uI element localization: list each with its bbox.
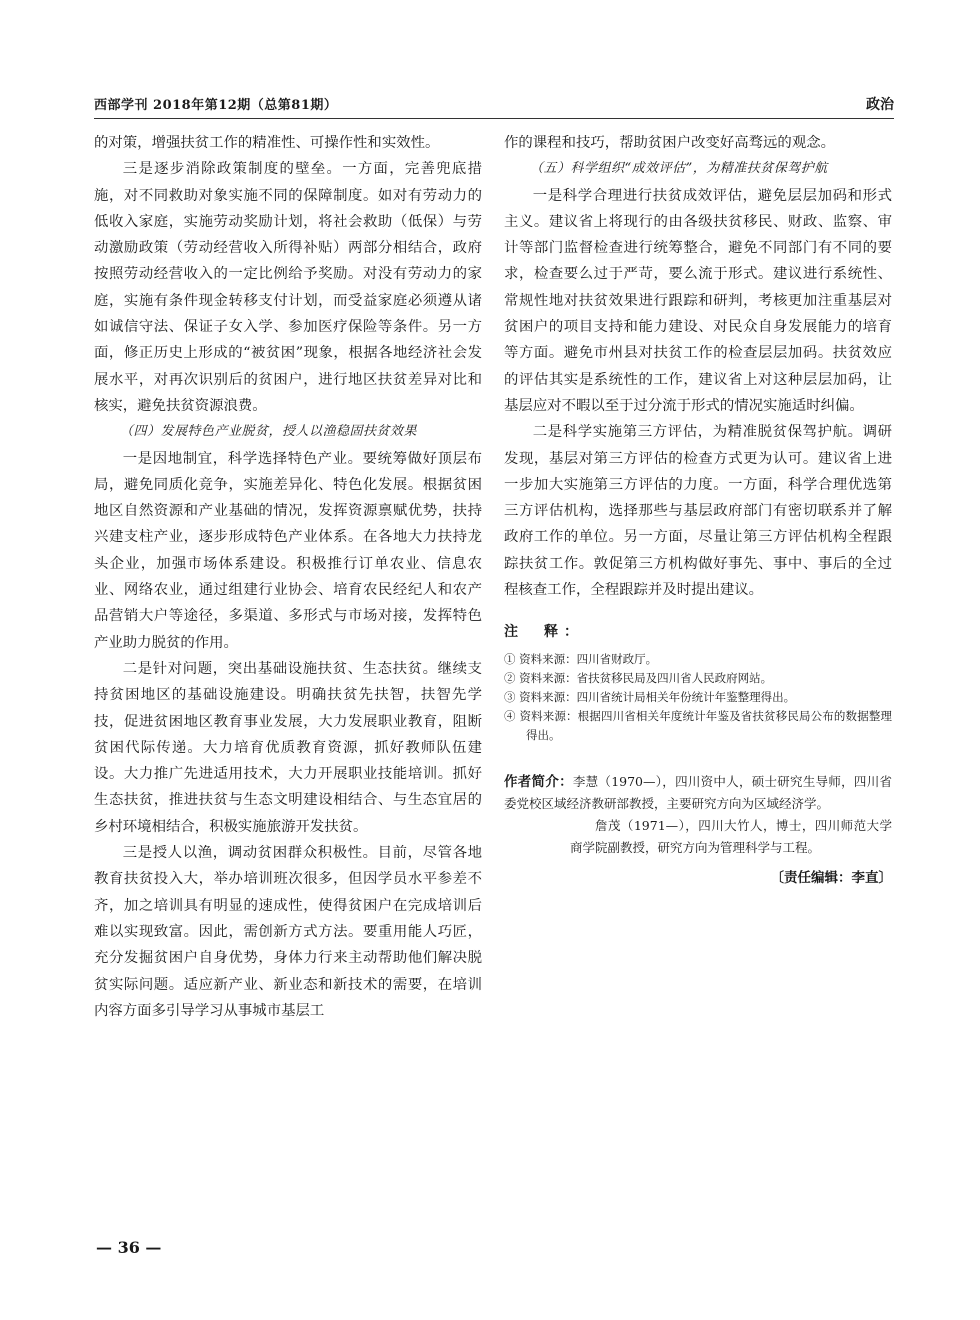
notes-title: 注 释： bbox=[504, 624, 584, 641]
note-item: ① 资料来源：四川省财政厅。 bbox=[504, 651, 658, 666]
left-paragraph: 的对策，增强扶贫工作的精准性、可操作性和实效性。 bbox=[94, 135, 440, 151]
left-paragraph: 二是针对问题，突出基础设施扶贫、生态扶贫。继续支持贫困地区的基础设施建设。明确扶贫先扶智，扶智先学技，促进贫困地区教育事业发展，大力发展职业教育，阻断贫困代际传递。大力培育优质教育资源，抓好教师队伍建设。大力推广先进适用技术，大力开展职业技能培训。抓好生态扶贫，推进扶贫与生态文明建设相结合、与生态宜居的乡村环境相结合，积极实施旅游开发扶贫。 bbox=[94, 660, 482, 835]
note-item: ④ 资料来源：根据四川省相关年度统计年鉴及省扶贫移民局公布的数据整理得出。 bbox=[504, 708, 892, 742]
right-subheading: （五）科学组织“成效评估”，为精准扶贫保驾护航 bbox=[530, 161, 828, 177]
right-paragraph: 一是科学合理进行扶贫成效评估，避免层层加码和形式主义。建议省上将现行的由各级扶贫移民、财政、监察、审计等部门监督检查进行统筹整合，避免不同部门有不同的要求，检查要么过于严苛，要么流于形式。建议进行系统性、常规性地对扶贫效果进行跟踪和研判，考核更加注重基层对贫困户的项目支持和能力建设、对民众自身发展能力的培育等方面。避免市州县对扶贫工作的检查层层加码。扶贫效应的评估其实是系统性的工作，建议省上对这种层层加码，让基层应对不暇以至于过分流于形式的情况实施适时纠偏。 bbox=[504, 187, 892, 414]
left-paragraph: 三是授人以渔，调动贫困群众积极性。目前，尽管各地教育扶贫投入大，举办培训班次很多，但因学员水平参差不齐，加之培训具有明显的速成性，使得贫困户在完成培训后难以实现致富。因此，需创新方式方法。要重用能人巧匠，充分发掘贫困户自身优势，身体力行来主动帮助他们解决脱贫实际问题。适应新产业、新业态和新技术的需要，在培训内容方面多引导学习从事城市基层工 bbox=[94, 845, 482, 1019]
section-label: 政治 bbox=[866, 97, 894, 113]
note-item: ② 资料来源：省扶贫移民局及四川省人民政府网站。 bbox=[504, 670, 773, 685]
left-subheading: （四）发展特色产业脱贫，授人以渔稳固扶贫效果 bbox=[120, 424, 418, 440]
author-label: 作者简介： bbox=[504, 773, 573, 790]
left-column bbox=[94, 130, 482, 1024]
responsible-editor: 〔责任编辑：李直〕 bbox=[770, 869, 892, 886]
note-item: ③ 资料来源：四川省统计局相关年份统计年鉴整理得出。 bbox=[504, 689, 796, 704]
left-paragraph: 一是因地制宜，科学选择特色产业。要统筹做好顶层布局，避免同质化竞争，实施差异化、特色化发展。根据贫困地区自然资源和产业基础的情况，发挥资源禀赋优势，扶持兴建支柱产业，逐步形成特色产业体系。在各地大力扶持龙头企业，加强市场体系建设。积极推行订单农业、信息农业、网络农业，通过组建行业协会、培育农民经纪人和农产品营销大户等途径，多渠道、多形式与市场对接，发挥特色产业助力脱贫的作用。 bbox=[94, 450, 482, 651]
author-first: 李慧（1970—），四川资中人，硕士研究生导师，四川省委党校区域经济教研部教授，主要研究方向为区域经济学。 bbox=[504, 773, 892, 811]
left-paragraph: 三是逐步消除政策制度的壁垒。一方面，完善兜底措施，对不同救助对象实施不同的保障制度。如对有劳动力的低收入家庭，实施劳动奖励计划，将社会救助（低保）与劳动激励政策（劳动经营收入所得补贴）两部分相结合，政府按照劳动经营收入的一定比例给予奖励。对没有劳动力的家庭，实施有条件现金转移支付计划，而受益家庭必须遵从诸如诚信守法、保证子女入学、参加医疗保险等条件。另一方面，修正历史上形成的“被贫困”现象，根据各地经济社会发展水平，对再次识别后的贫困户，进行地区扶贫差异对比和核实，避免扶贫资源浪费。 bbox=[94, 161, 482, 414]
header-rule bbox=[94, 118, 894, 119]
right-paragraph: 二是科学实施第三方评估，为精准脱贫保驾护航。调研发现，基层对第三方评估的检查方式更为认可。建议省上进一步加大实施第三方评估的力度。一方面，科学合理优选第三方评估机构，选择那些与基层政府部门有密切联系并了解政府工作的单位。另一方面，尽量让第三方评估机构全程跟踪扶贫工作。敦促第三方机构做好事先、事中、事后的全过程核查工作，全程跟踪并及时提出建议。 bbox=[504, 424, 892, 599]
right-column bbox=[504, 130, 892, 891]
notes-list bbox=[504, 650, 892, 745]
journal-title: 西部学刊 2018年第12期（总第81期） bbox=[94, 98, 338, 113]
author-bio bbox=[504, 771, 892, 859]
right-body bbox=[504, 130, 892, 603]
author-second: 詹茂（1971—），四川大竹人，博士，四川师范大学商学院副教授，研究方向为管理科学与工程。 bbox=[570, 817, 892, 855]
page-number: — 36 — bbox=[96, 1238, 162, 1257]
right-paragraph: 作的课程和技巧，帮助贫困户改变好高骛远的观念。 bbox=[504, 135, 835, 151]
running-header bbox=[94, 94, 894, 116]
